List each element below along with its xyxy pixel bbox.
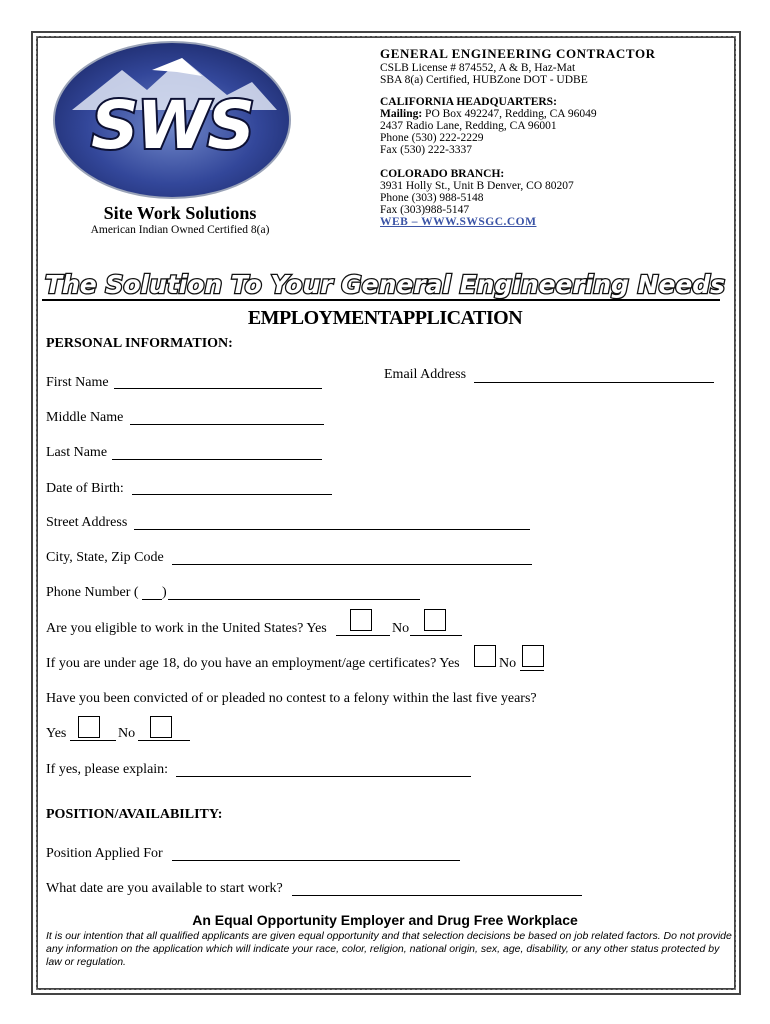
- felony-yes-line: [70, 740, 116, 741]
- position-applied-label: Position Applied For: [46, 846, 163, 861]
- under18-no-label: No: [499, 656, 517, 671]
- middle-name-label: Middle Name: [46, 410, 124, 425]
- explain-field[interactable]: [176, 776, 471, 777]
- start-date-field[interactable]: [292, 895, 582, 896]
- city-label: City, State, Zip Code: [46, 550, 164, 565]
- under18-question: If you are under age 18, do you have an employment/age certificates? Yes: [46, 656, 460, 671]
- felony-no-line: [138, 740, 190, 741]
- last-name-label: Last Name: [46, 445, 108, 460]
- license-line: CSLB License # 874552, A & B, Haz-Mat: [380, 62, 576, 74]
- phone-area-code-field[interactable]: [142, 599, 162, 600]
- co-heading: COLORADO BRANCH:: [380, 168, 505, 180]
- slogan-banner: [40, 262, 730, 302]
- city-field[interactable]: [172, 564, 532, 565]
- last-name-field[interactable]: [112, 459, 322, 460]
- certification-line: SBA 8(a) Certified, HUBZone DOT - UDBE: [380, 74, 588, 86]
- explain-label: If yes, please explain:: [46, 762, 169, 777]
- logo-text: SWS: [91, 87, 253, 164]
- phone-label: Phone Number (: [46, 585, 139, 600]
- first-name-field[interactable]: [114, 388, 322, 389]
- sws-logo: [52, 40, 292, 200]
- position-applied-field[interactable]: [172, 860, 460, 861]
- website-link[interactable]: WEB – WWW.SWSGC.COM: [380, 216, 537, 228]
- personal-info-heading: PERSONAL INFORMATION:: [46, 336, 233, 351]
- co-phone: Phone (303) 988-5148: [380, 192, 484, 204]
- under18-no-line: [520, 670, 544, 671]
- co-street: 3931 Holly St., Unit B Denver, CO 80207: [380, 180, 574, 192]
- eligible-no-label: No: [392, 621, 410, 636]
- form-title: EMPLOYMENTAPPLICATION: [247, 307, 523, 329]
- company-subtitle: American Indian Owned Certified 8(a): [90, 224, 270, 236]
- under18-yes-checkbox[interactable]: [474, 645, 496, 667]
- felony-question: Have you been convicted of or pleaded no contest to a felony within the last five years?: [46, 691, 537, 706]
- co-fax: Fax (303)988-5147: [380, 204, 470, 216]
- header-divider: [42, 299, 720, 301]
- start-date-label: What date are you available to start work?: [46, 881, 283, 896]
- eeo-statement: It is our intention that all qualified applicants are given equal opportunity and that selection decisions be based on job related factors. Do not provide any information on the application which will indicate your race, color, religion, national origin, sex, age, disability, or any other status protected by law or regulation.: [46, 930, 732, 968]
- phone-number-field[interactable]: [168, 599, 420, 600]
- felony-no-checkbox[interactable]: [150, 716, 172, 738]
- eligible-yes-line: [336, 635, 390, 636]
- felony-no-label: No: [118, 726, 136, 741]
- under18-no-checkbox[interactable]: [522, 645, 544, 667]
- hq-street: 2437 Radio Lane, Redding, CA 96001: [380, 120, 557, 132]
- dob-label: Date of Birth:: [46, 481, 124, 496]
- eligible-no-line: [410, 635, 462, 636]
- hq-mailing: Mailing: PO Box 492247, Redding, CA 96049: [380, 108, 597, 120]
- phone-paren: ): [162, 585, 167, 600]
- felony-yes-label: Yes: [46, 726, 67, 741]
- eeo-title: An Equal Opportunity Employer and Drug Free Workplace: [192, 912, 578, 928]
- street-label: Street Address: [46, 515, 128, 530]
- eligible-yes-checkbox[interactable]: [350, 609, 372, 631]
- hq-heading: CALIFORNIA HEADQUARTERS:: [380, 96, 557, 108]
- street-field[interactable]: [134, 529, 530, 530]
- position-heading: POSITION/AVAILABILITY:: [46, 807, 223, 822]
- hq-phone: Phone (530) 222-2229: [380, 132, 484, 144]
- company-name: Site Work Solutions: [103, 203, 257, 223]
- email-field[interactable]: [474, 382, 714, 383]
- hq-fax: Fax (530) 222-3337: [380, 144, 472, 156]
- middle-name-field[interactable]: [130, 424, 324, 425]
- eligible-question: Are you eligible to work in the United States? Yes: [46, 621, 327, 636]
- first-name-label: First Name: [46, 375, 109, 390]
- email-label: Email Address: [384, 367, 467, 382]
- slogan-text: The Solution To Your General Engineering Needs: [45, 270, 725, 299]
- dob-field[interactable]: [132, 494, 332, 495]
- felony-yes-checkbox[interactable]: [78, 716, 100, 738]
- header-title: GENERAL ENGINEERING CONTRACTOR: [380, 46, 656, 61]
- eligible-no-checkbox[interactable]: [424, 609, 446, 631]
